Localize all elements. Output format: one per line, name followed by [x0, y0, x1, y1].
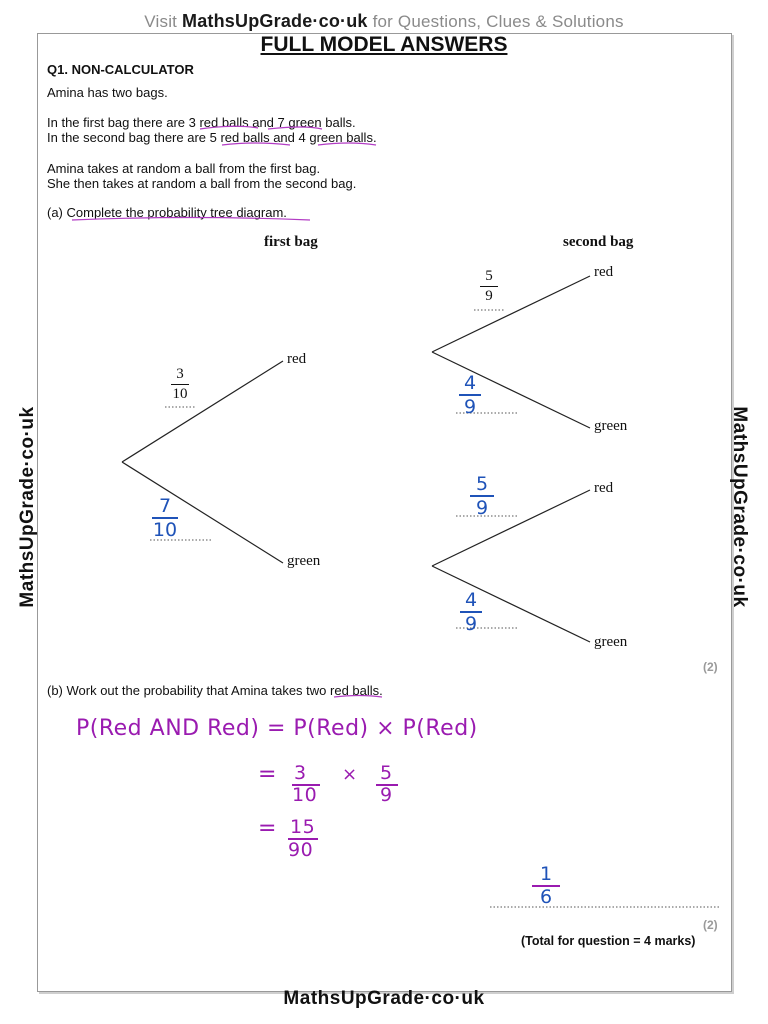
first-green-probability	[150, 496, 180, 540]
answer-den: 6	[540, 886, 553, 908]
top-red-probability	[475, 268, 503, 305]
top-green-den: 9	[463, 396, 477, 418]
question-line-5: She then takes at random a ball from the second bag.	[47, 176, 357, 191]
bottom-red-den: 9	[475, 497, 489, 519]
part-a-prompt: (a) Complete the probability tree diagram.	[47, 205, 287, 220]
top-green-probability	[455, 373, 485, 417]
question-line-3: In the second bag there are 5 red balls and 4 green balls.	[47, 130, 377, 145]
working-f1-num: 3	[294, 762, 307, 784]
bottom-green-den: 9	[464, 613, 478, 635]
part-b-prompt: (b) Work out the probability that Amina takes two red balls.	[47, 683, 383, 698]
first-green-num: 7	[158, 495, 172, 517]
question-heading: Q1. NON-CALCULATOR	[47, 62, 194, 77]
banner-prefix: Visit	[144, 12, 183, 31]
branch-top-red	[432, 276, 590, 352]
bottom-green-probability	[456, 590, 486, 634]
top-green-label: green	[594, 418, 628, 434]
answer-num: 1	[540, 863, 553, 885]
working-f1-den: 10	[292, 784, 318, 806]
working-f3-num: 15	[290, 816, 316, 838]
bottom-red-label: red	[594, 480, 614, 496]
working-f2-num: 5	[380, 762, 393, 784]
branch-first-green	[122, 462, 283, 563]
branch-bottom-red	[432, 490, 590, 566]
working-times: ×	[342, 764, 358, 785]
first-red-num: 3	[176, 366, 184, 382]
part-b-marks: (2)	[703, 918, 718, 932]
first-green-label: green	[287, 553, 321, 569]
first-green-den: 10	[152, 519, 178, 541]
working-f3-den: 90	[288, 839, 314, 861]
top-red-label: red	[594, 264, 614, 280]
side-brand-left: MathsUpGrade·co·uk	[17, 406, 38, 608]
total-marks: (Total for question = 4 marks)	[521, 934, 696, 948]
top-green-num: 4	[463, 372, 477, 394]
bottom-green-label: green	[594, 634, 628, 650]
page-title: FULL MODEL ANSWERS	[260, 33, 508, 56]
question-line-2: In the first bag there are 3 red balls and 7 green balls.	[47, 115, 356, 130]
bottom-red-num: 5	[475, 473, 489, 495]
question-line-4: Amina takes at random a ball from the first bag.	[47, 161, 321, 176]
working-f2-den: 9	[380, 784, 393, 806]
working-equals-1: =	[258, 762, 277, 787]
footer-brand[interactable]: MathsUpGrade·co·uk	[283, 988, 485, 1009]
bottom-green-num: 4	[464, 589, 478, 611]
top-red-den: 9	[485, 288, 493, 304]
first-red-probability	[166, 366, 194, 403]
first-red-label: red	[287, 351, 307, 367]
part-a-marks: (2)	[703, 660, 718, 674]
underline-annotations	[72, 126, 382, 697]
question-line-1: Amina has two bags.	[47, 85, 168, 100]
banner-suffix: for Questions, Clues & Solutions	[367, 12, 624, 31]
working-equals-2: =	[258, 816, 277, 841]
first-red-den: 10	[172, 386, 188, 402]
branch-first-red	[122, 361, 283, 462]
side-brand-right: MathsUpGrade·co·uk	[729, 406, 750, 608]
bottom-red-probability	[467, 474, 497, 518]
first-bag-label: first bag	[264, 234, 318, 250]
banner-brand[interactable]: MathsUpGrade·co·uk	[182, 11, 368, 31]
working-line-1: P(Red AND Red) = P(Red) × P(Red)	[76, 716, 478, 741]
second-bag-label: second bag	[563, 234, 634, 250]
top-red-num: 5	[485, 268, 493, 284]
